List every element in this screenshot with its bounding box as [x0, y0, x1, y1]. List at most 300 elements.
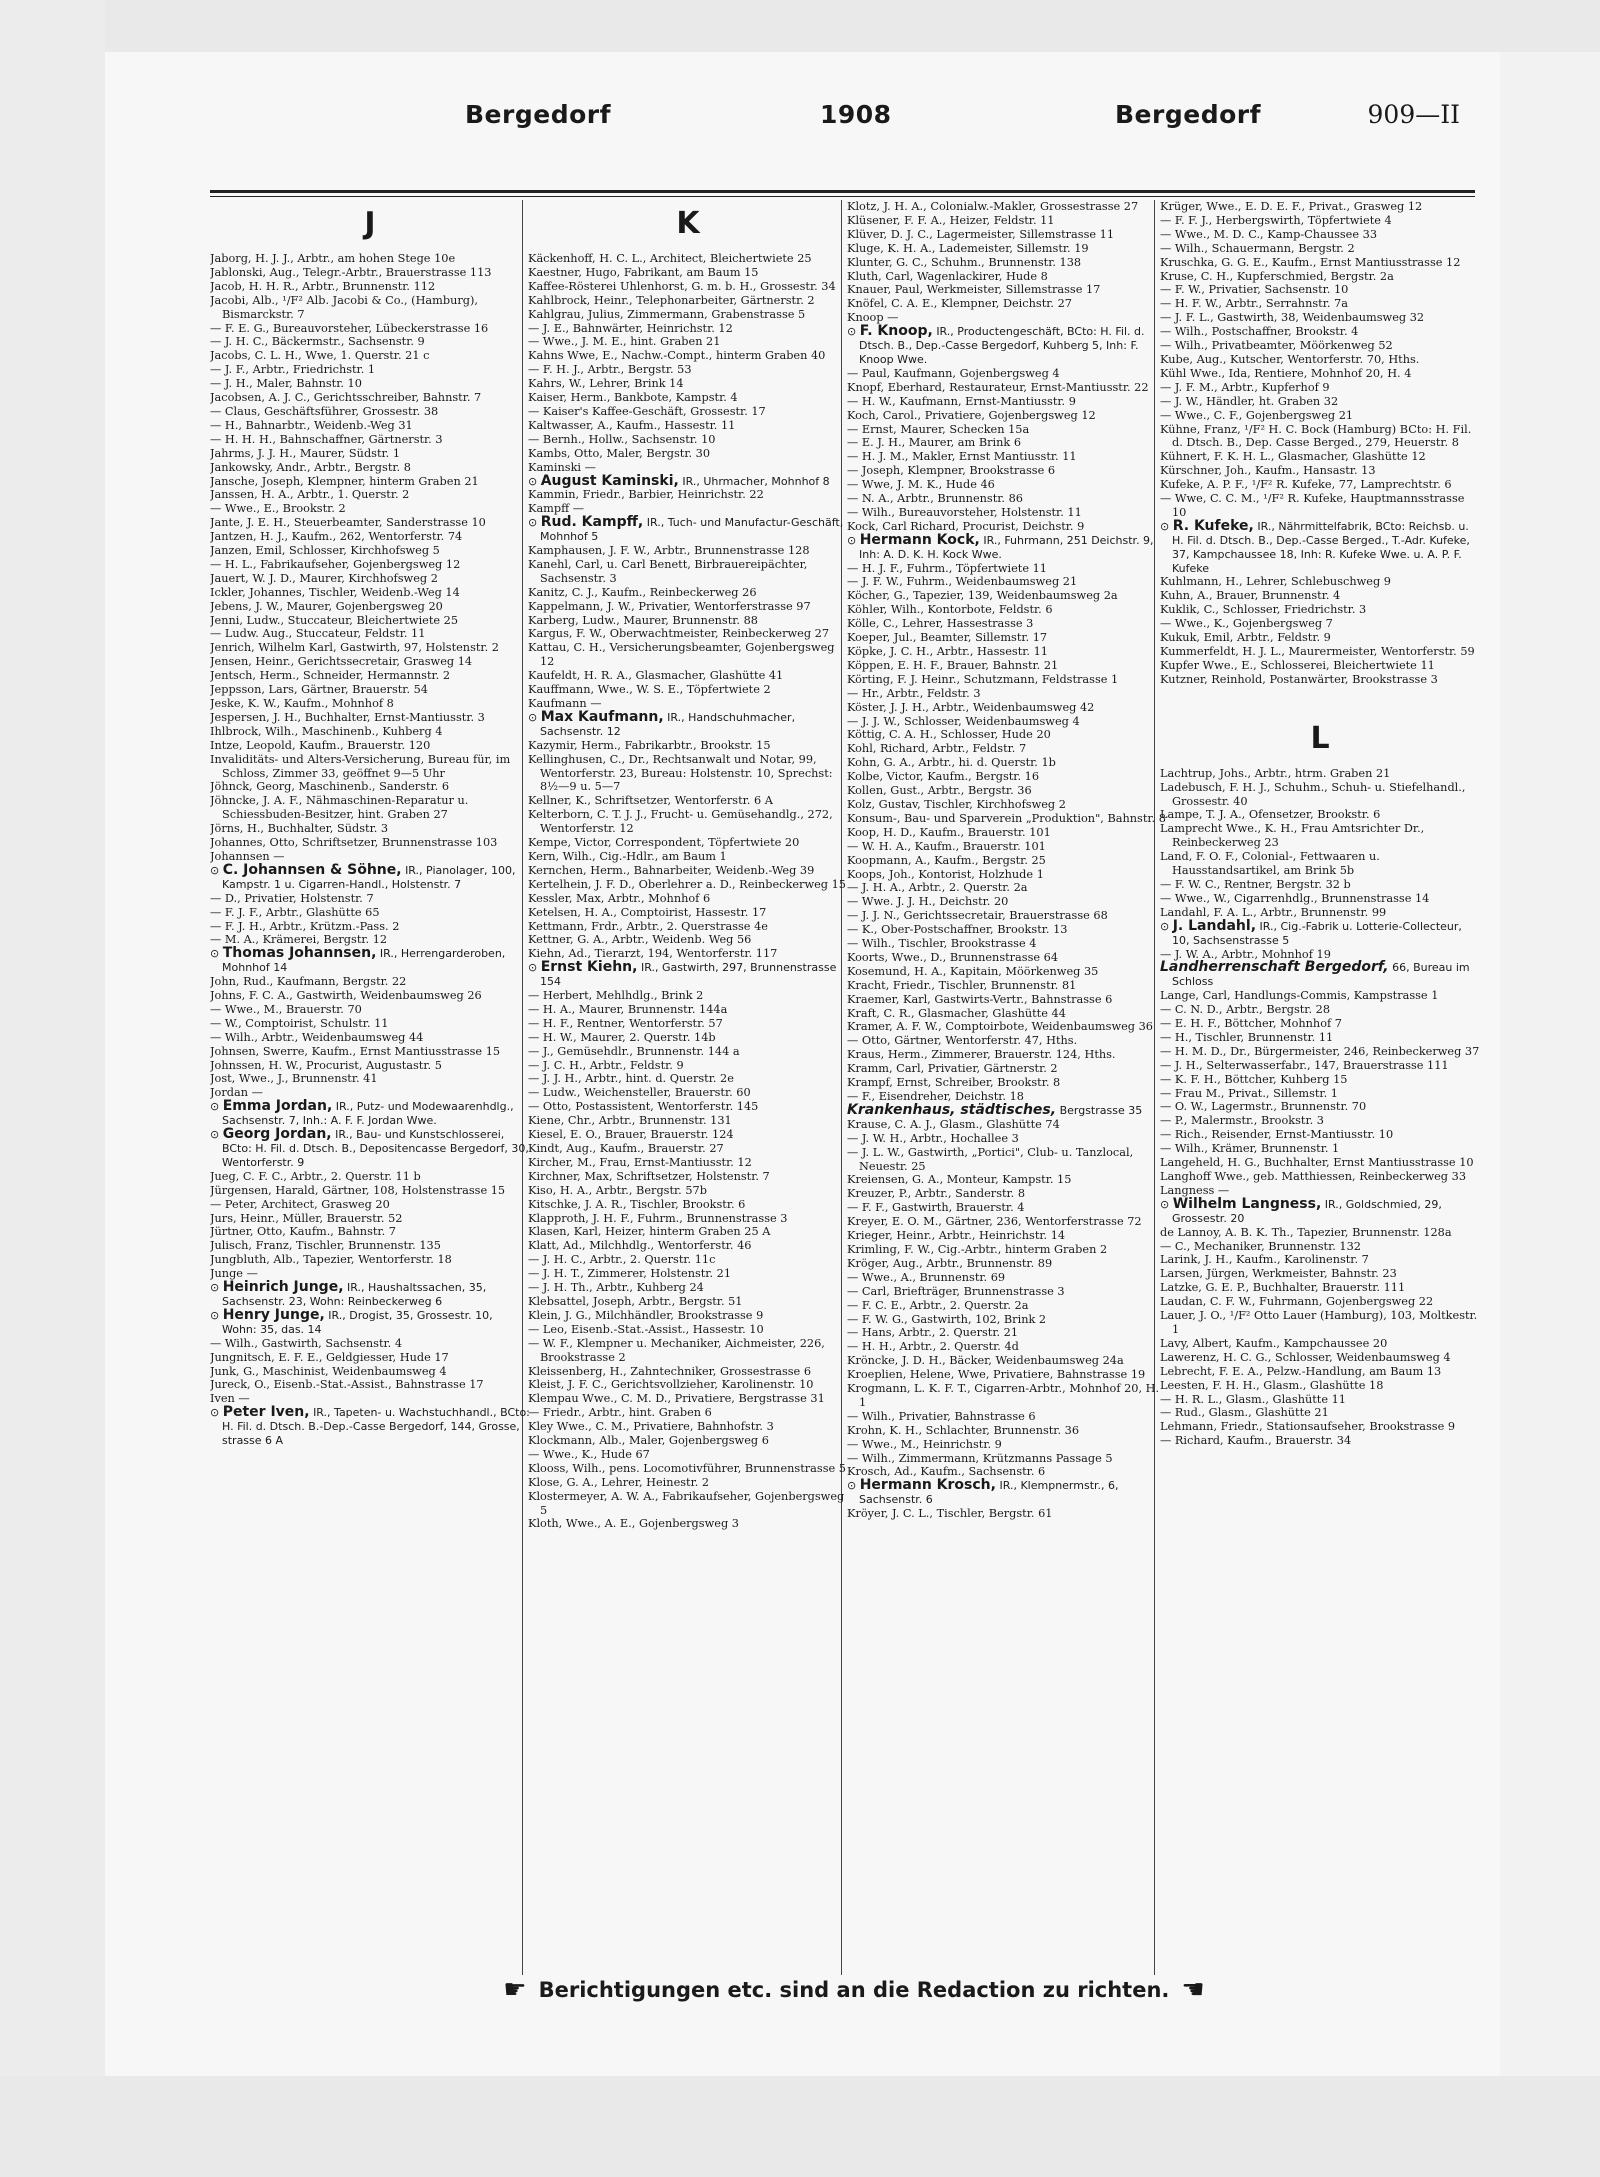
directory-entry: Kahlbrock, Heinr., Telephonarbeiter, Gärtnerstr. 2 — [528, 293, 815, 307]
business-name: C. Johannsen & Söhne, — [222, 861, 402, 878]
business-details: IR., Fuhrmann, 251 Deichstr. 9, Inh: A. D. K. H. Kock Wwe. — [859, 533, 1154, 561]
directory-entry: — Friedr., Arbtr., hint. Graben 6 — [528, 1406, 712, 1420]
directory-entry: Kanehl, Carl, u. Carl Benett, Birbrauereipächter, Sachsenstr. 3 — [528, 557, 808, 585]
directory-entry: — H., Bahnarbtr., Weidenb.-Weg 31 — [210, 418, 413, 432]
directory-entry: — H. W., Maurer, 2. Querstr. 14b — [528, 1030, 716, 1044]
directory-entry: Köster, J. J. H., Arbtr., Weidenbaumsweg 42 — [847, 700, 1095, 714]
directory-entry: Kirchner, Max, Schriftsetzer, Holstenstr. 7 — [528, 1169, 770, 1183]
directory-entry: — H. F. W., Arbtr., Serrahnstr. 7a — [1160, 297, 1348, 311]
directory-entry: Klatt, Ad., Milchhdlg., Wentorferstr. 46 — [528, 1239, 752, 1253]
directory-entry: Knopf, Eberhard, Restaurateur, Ernst-Mantiusstr. 22 — [847, 380, 1149, 394]
directory-entry: — Otto, Postassistent, Wentorferstr. 145 — [528, 1100, 759, 1114]
directory-entry: Lampe, T. J. A., Ofensetzer, Brookstr. 6 — [1160, 808, 1381, 822]
directory-entry: — K. F. H., Böttcher, Kuhberg 15 — [1160, 1072, 1348, 1086]
directory-entry: Kammin, Friedr., Barbier, Heinrichstr. 22 — [528, 488, 764, 502]
scan-margin-top — [0, 0, 1600, 52]
business-entry: ⊙ Heinrich Junge, IR., Haushaltssachen, 35, Sachsenstr. 23, Wohn: Reinbeckerweg 6 — [210, 1279, 487, 1308]
column-4 — [1160, 200, 1480, 1980]
directory-entry: Jenrich, Wilhelm Karl, Gastwirth, 97, Holstenstr. 2 — [210, 641, 499, 655]
entry-list — [210, 1337, 530, 1407]
directory-entry: — J. F. M., Arbtr., Kupferhof 9 — [1160, 380, 1330, 394]
directory-entry: Kelterborn, C. T. J. J., Frucht- u. Gemüsehandlg., 272, Wentorferstr. 12 — [528, 808, 833, 836]
business-details: IR., Gastwirth, 297, Brunnenstrasse 154 — [540, 961, 837, 989]
directory-entry: Kellner, K., Schriftsetzer, Wentorferstr. 6 A — [528, 794, 773, 808]
directory-entry: — Wilh., Arbtr., Weidenbaumsweg 44 — [210, 1030, 424, 1044]
directory-entry: Kahrs, W., Lehrer, Brink 14 — [528, 377, 684, 391]
directory-entry: Krause, C. A. J., Glasm., Glashütte 74 — [847, 1117, 1060, 1131]
directory-entry: Kessler, Max, Arbtr., Mohnhof 6 — [528, 891, 711, 905]
directory-entry: Knöfel, C. A. E., Klempner, Deichstr. 27 — [847, 297, 1072, 311]
directory-entry: Kramer, A. F. W., Comptoirbote, Weidenbaumsweg 36 — [847, 1020, 1153, 1034]
directory-entry: — Wwe, C. C. M., ¹/F² R. Kufeke, Hauptmannsstrasse 10 — [1160, 492, 1465, 519]
directory-entry: Landahl, F. A. L., Arbtr., Brunnenstr. 99 — [1160, 905, 1387, 919]
directory-entry: — F. F. J., Herbergswirth, Töpfertwiete 4 — [1160, 213, 1392, 227]
business-entry: ⊙ Thomas Johannsen, IR., Herrengarderoben, Mohnhof 14 — [210, 945, 506, 975]
directory-entry: — Wwe., M., Brauerstr. 70 — [210, 1002, 362, 1016]
directory-entry: Lachtrup, Johs., Arbtr., htrm. Graben 21 — [1160, 766, 1391, 780]
directory-entry: Kluth, Carl, Wagenlackirer, Hude 8 — [847, 269, 1048, 283]
directory-entry: Ladebusch, F. H. J., Schuhm., Schuh- u. Stiefelhandl., Grossestr. 40 — [1160, 780, 1466, 808]
directory-entry: Kamphausen, J. F. W., Arbtr., Brunnenstrasse 128 — [528, 544, 810, 558]
directory-entry: Kanitz, C. J., Kaufm., Reinbeckerweg 26 — [528, 585, 757, 599]
directory-entry: Lawerenz, H. C. G., Schlosser, Weidenbaumsweg 4 — [1160, 1350, 1451, 1364]
directory-entry: Kramm, Carl, Privatier, Gärtnerstr. 2 — [847, 1062, 1058, 1076]
directory-entry: — F. W. C., Rentner, Bergstr. 32 b — [1160, 877, 1351, 891]
directory-entry: Köpke, J. C. H., Arbtr., Hassestr. 11 — [847, 645, 1048, 658]
directory-entry: — F. W. G., Gastwirth, 102, Brink 2 — [847, 1312, 1047, 1326]
directory-entry: Kellinghusen, C., Dr., Rechtsanwalt und Notar, 99, Wentorferstr. 23, Bureau: Holstenstr. 10, Sprechst: 8½—9 u. 5—7 — [528, 752, 833, 794]
directory-entry: Kuklik, C., Schlosser, Friedrichstr. 3 — [1160, 603, 1367, 617]
header-place-right: Bergedorf — [1115, 100, 1261, 129]
directory-entry: — J. J. N., Gerichtssecretair, Brauerstrasse 68 — [847, 909, 1108, 923]
entry-list — [847, 200, 1167, 325]
directory-entry: — J. H. C., Arbtr., 2. Querstr. 11c — [528, 1253, 716, 1267]
directory-entry: Ickler, Johannes, Tischler, Weidenb.-Weg 14 — [210, 585, 460, 599]
business-details: Bergstrasse 35 — [1059, 1103, 1143, 1117]
directory-entry: — E. H. F., Böttcher, Mohnhof 7 — [1160, 1017, 1342, 1031]
directory-entry: Jungnitsch, E. F. E., Geldgiesser, Hude 17 — [210, 1350, 449, 1364]
directory-entry: — H., Tischler, Brunnenstr. 11 — [1160, 1030, 1334, 1044]
directory-entry: — Wwe., J. M. E., hint. Graben 21 — [528, 335, 721, 349]
directory-entry: — F. C. E., Arbtr., 2. Querstr. 2a — [847, 1298, 1029, 1312]
entry-list — [847, 1507, 1167, 1521]
business-entry: ⊙ F. Knoop, IR., Productengeschäft, BCto: H. Fil. d. Dtsch. B., Dep.-Casse Bergedorf, Kuhberg 5, Inh: F. Knoop Wwe. — [847, 323, 1145, 366]
running-header — [105, 100, 1460, 140]
directory-entry: Jantzen, H. J., Kaufm., 262, Wentorferstr. 74 — [210, 530, 463, 544]
directory-entry: — J. F., Arbtr., Friedrichstr. 1 — [210, 363, 376, 377]
directory-entry: Kolz, Gustav, Tischler, Kirchhofsweg 2 — [847, 797, 1066, 811]
directory-entry: Jordan — — [210, 1086, 263, 1100]
directory-entry: — H. J. F., Fuhrm., Töpfertwiete 11 — [847, 561, 1047, 575]
directory-entry: — H. M. D., Dr., Bürgermeister, 246, Reinbeckerweg 37 — [1160, 1044, 1480, 1058]
directory-entry: Käckenhoff, H. C. L., Architect, Bleichertwiete 25 — [528, 252, 812, 265]
directory-entry: — Rich., Reisender, Ernst-Mantiusstr. 10 — [1160, 1128, 1394, 1142]
business-entry: ⊙ J. Landahl, IR., Cig.-Fabrik u. Lotterie-Collecteur, 10, Sachsenstrasse 5 — [1160, 917, 1462, 947]
directory-entry: Kuhlmann, H., Lehrer, Schlebuschweg 9 — [1160, 575, 1391, 589]
directory-entry: Koch, Carol., Privatiere, Gojenbergsweg 12 — [847, 408, 1096, 422]
directory-entry: — Hr., Arbtr., Feldstr. 3 — [847, 686, 981, 700]
directory-entry: — Wwe., M., Heinrichstr. 9 — [847, 1437, 1002, 1451]
entry-list — [210, 252, 530, 864]
directory-entry: Klostermeyer, A. W. A., Fabrikaufseher, Gojenbergsweg 5 — [528, 1489, 845, 1517]
directory-entry: Kruschka, G. G. E., Kaufm., Ernst Mantiusstrasse 12 — [1160, 255, 1461, 269]
directory-entry: Leesten, F. H. H., Glasm., Glashütte 18 — [1160, 1378, 1384, 1392]
entry-list — [528, 739, 848, 962]
directory-entry: — P., Malermstr., Brookstr. 3 — [1160, 1114, 1324, 1128]
business-entry: ⊙ Hermann Krosch, IR., Klempnermstr., 6, Sachsenstr. 6 — [847, 1477, 1119, 1507]
directory-entry: — J. H., Maler, Bahnstr. 10 — [210, 377, 362, 391]
directory-entry: — Wwe., A., Brunnenstr. 69 — [847, 1270, 1006, 1284]
entry-list — [847, 367, 1167, 534]
directory-entry: Jacobsen, A. J. C., Gerichtsschreiber, Bahnstr. 7 — [210, 391, 482, 405]
directory-entry: de Lannoy, A. B. K. Th., Tapezier, Brunnenstr. 128a — [1160, 1225, 1452, 1239]
directory-entry: Krohn, K. H., Schlachter, Brunnenstr. 36 — [847, 1423, 1080, 1437]
business-entry: ⊙ Wilhelm Langness, IR., Goldschmied, 29, Grossestr. 20 — [1160, 1195, 1442, 1225]
directory-entry: Kaestner, Hugo, Fabrikant, am Baum 15 — [528, 265, 759, 279]
directory-entry: Klotz, J. H. A., Colonialw.-Makler, Grossestrasse 27 — [847, 200, 1139, 213]
entry-list — [1160, 575, 1480, 686]
page-number: 909—II — [1367, 100, 1460, 129]
directory-entry: Koops, Joh., Kontorist, Holzhude 1 — [847, 867, 1044, 881]
business-name: Georg Jordan, — [222, 1126, 332, 1143]
directory-entry: Kambs, Otto, Maler, Bergstr. 30 — [528, 446, 711, 460]
directory-entry: — H. H. H., Bahnschaffner, Gärtnerstr. 3 — [210, 432, 443, 446]
directory-entry: Johannes, Otto, Schriftsetzer, Brunnenstrasse 103 — [210, 836, 498, 850]
directory-entry: Langness — — [1160, 1183, 1230, 1197]
directory-entry: — Ernst, Maurer, Schecken 15a — [847, 422, 1030, 436]
directory-entry: Jörns, H., Buchhalter, Südstr. 3 — [210, 822, 389, 836]
directory-entry: Klockmann, Alb., Maler, Gojenbergsweg 6 — [528, 1434, 769, 1448]
business-details: IR., Haushaltssachen, 35, Sachsenstr. 23, Wohn: Reinbeckerweg 6 — [222, 1281, 487, 1308]
directory-entry: Kaffee-Rösterei Uhlenhorst, G. m. b. H., Grossestr. 34 — [528, 279, 836, 293]
directory-entry: — Wwe., K., Hude 67 — [528, 1447, 650, 1461]
entry-list — [528, 488, 848, 516]
business-entry: ⊙ Ernst Kiehn, IR., Gastwirth, 297, Brunnenstrasse 154 — [528, 959, 837, 989]
directory-entry: — E. J. H., Maurer, am Brink 6 — [847, 436, 1022, 450]
directory-entry: — Carl, Briefträger, Brunnenstrasse 3 — [847, 1284, 1065, 1298]
directory-entry: — H. L., Fabrikaufseher, Gojenbergsweg 12 — [210, 557, 461, 571]
section-letter-j: J — [364, 206, 376, 241]
directory-entry: Kazymir, Herm., Fabrikarbtr., Brookstr. 15 — [528, 738, 771, 752]
directory-entry: — J. W. H., Arbtr., Hochallee 3 — [847, 1131, 1019, 1145]
directory-entry: — F. E. G., Bureauvorsteher, Lübeckerstrasse 16 — [210, 321, 489, 335]
directory-entry: — Peter, Architect, Grasweg 20 — [210, 1197, 390, 1211]
directory-entry: Kühnert, F. K. H. L., Glasmacher, Glashütte 12 — [1160, 450, 1426, 464]
directory-entry: — Kaiser's Kaffee-Geschäft, Grossestr. 17 — [528, 404, 766, 418]
directory-entry: Lebrecht, F. E. A., Pelzw.-Handlung, am Baum 13 — [1160, 1364, 1442, 1378]
directory-entry: — Leo, Eisenb.-Stat.-Assist., Hassestr. 10 — [528, 1322, 764, 1336]
directory-entry: Knoop — — [847, 311, 899, 325]
directory-entry: — J., Gemüsehdlr., Brunnenstr. 144 a — [528, 1044, 740, 1058]
directory-entry: Kraus, Herm., Zimmerer, Brauerstr. 124, Hths. — [847, 1048, 1116, 1062]
directory-entry: — Wwe, J. M. K., Hude 46 — [847, 478, 995, 492]
directory-entry: Invaliditäts- und Alters-Versicherung, Bureau für, im Schloss, Zimmer 33, geöffnet 9—5 Uhr — [210, 752, 511, 780]
directory-entry: Klooss, Wilh., pens. Locomotivführer, Brunnenstrasse 5 — [528, 1461, 846, 1475]
directory-entry: — H. W., Kaufmann, Ernst-Mantiusstr. 9 — [847, 394, 1076, 408]
directory-entry: Kollen, Gust., Arbtr., Bergstr. 36 — [847, 784, 1032, 798]
directory-entry: — F. H. J., Arbtr., Bergstr. 53 — [528, 363, 692, 377]
business-details: IR., Productengeschäft, BCto: H. Fil. d. Dtsch. B., Dep.-Casse Bergedorf, Kuhberg 5, Inh: F. Knoop Wwe. — [859, 325, 1145, 366]
entry-list — [210, 975, 530, 1100]
business-name: Heinrich Junge, — [222, 1279, 344, 1296]
directory-entry: — Wilh., Zimmermann, Krützmanns Passage 5 — [847, 1451, 1113, 1465]
directory-entry: — W. H. A., Kaufm., Brauerstr. 101 — [847, 839, 1046, 853]
business-details: IR., Klempnermstr., 6, Sachsenstr. 6 — [859, 1479, 1119, 1507]
directory-entry: — J. J. W., Schlosser, Weidenbaumsweg 4 — [847, 714, 1080, 728]
directory-entry: Kaufmann — — [528, 697, 602, 710]
directory-entry: — J. W. A., Arbtr., Mohnhof 19 — [1160, 947, 1331, 961]
entry-list — [528, 989, 848, 1531]
business-entry: ⊙ Hermann Kock, IR., Fuhrmann, 251 Deichstr. 9, Inh: A. D. K. H. Kock Wwe. — [847, 531, 1154, 561]
entry-list — [1160, 200, 1480, 520]
directory-entry: Kürschner, Joh., Kaufm., Hansastr. 13 — [1160, 464, 1376, 478]
directory-entry: Kracht, Friedr., Tischler, Brunnenstr. 81 — [847, 978, 1077, 992]
directory-entry: — Hans, Arbtr., 2. Querstr. 21 — [847, 1326, 1019, 1340]
directory-entry: — Frau M., Privat., Sillemstr. 1 — [1160, 1086, 1338, 1100]
directory-entry: Kahlgrau, Julius, Zimmermann, Grabenstrasse 5 — [528, 307, 806, 321]
directory-entry: Ketelsen, H. A., Comptoirist, Hassestr. 17 — [528, 905, 767, 919]
column-1 — [210, 200, 530, 1980]
directory-entry: Jungbluth, Alb., Tapezier, Wentorferstr. 18 — [210, 1253, 452, 1267]
directory-entry: Klebsattel, Joseph, Arbtr., Bergstr. 51 — [528, 1294, 743, 1308]
directory-entry: Krieger, Heinr., Arbtr., Heinrichstr. 14 — [847, 1229, 1066, 1243]
directory-entry: — Claus, Geschäftsführer, Grossestr. 38 — [210, 404, 439, 418]
directory-entry: Kauffmann, Wwe., W. S. E., Töpfertwiete 2 — [528, 683, 771, 697]
directory-entry: Jost, Wwe., J., Brunnenstr. 41 — [210, 1072, 378, 1086]
entry-list — [210, 892, 530, 948]
directory-entry: Lange, Carl, Handlungs-Commis, Kampstrasse 1 — [1160, 989, 1439, 1003]
business-name: Ernst Kiehn, — [540, 959, 638, 976]
business-details: IR., Handschuhmacher, Sachsenstr. 12 — [540, 710, 796, 738]
business-name: R. Kufeke, — [1172, 517, 1254, 534]
directory-entry: — Wilh., Krämer, Brunnenstr. 1 — [1160, 1142, 1340, 1156]
business-details: IR., Tuch- und Manufactur-Geschäft, Mohnhof 5 — [540, 516, 844, 544]
directory-entry: — J. H., Selterwasserfabr., 147, Brauerstrasse 111 — [1160, 1058, 1449, 1072]
directory-entry: Jeppsson, Lars, Gärtner, Brauerstr. 54 — [210, 683, 428, 697]
business-entry: ⊙ Rud. Kampff, IR., Tuch- und Manufactur-Geschäft, Mohnhof 5 — [528, 514, 844, 544]
business-details: IR., Putz- und Modewaarenhdlg., Sachsenstr. 7, Inh.: A. F. F. Jordan Wwe. — [222, 1100, 514, 1128]
directory-entry: Kampff — — [528, 502, 585, 516]
authority-entry — [1160, 961, 1480, 989]
business-name: Wilhelm Langness, — [1172, 1195, 1322, 1212]
business-details: IR., Bau- und Kunstschlosserei, BCto: H. Fil. d. Dtsch. B., Depositencasse Bergedorf, 30, Wentorferstr. 9 — [222, 1128, 529, 1169]
directory-entry: Jacobs, C. L. H., Wwe, 1. Querstr. 21 c — [210, 349, 430, 363]
directory-entry: — F. J. H., Arbtr., Krützm.-Pass. 2 — [210, 919, 400, 933]
entry-list — [847, 1118, 1167, 1480]
directory-entry: Langhoff Wwe., geb. Matthiessen, Reinbeckerweg 33 — [1160, 1170, 1467, 1183]
directory-entry: — C. N. D., Arbtr., Bergstr. 28 — [1160, 1003, 1331, 1017]
directory-entry: — J. H. A., Arbtr., 2. Querstr. 2a — [847, 881, 1028, 895]
directory-entry: Kreiensen, G. A., Monteur, Kampstr. 15 — [847, 1173, 1072, 1187]
directory-entry: Jöhnck, Georg, Maschinenb., Sanderstr. 6 — [210, 780, 450, 794]
directory-entry: — Wilh., Schauermann, Bergstr. 2 — [1160, 241, 1355, 255]
column-2 — [528, 200, 848, 1980]
directory-entry: Jeske, K. W., Kaufm., Mohnhof 8 — [210, 697, 394, 710]
directory-entry: Kluge, K. H. A., Lademeister, Sillemstr. 19 — [847, 241, 1089, 255]
directory-entry: Jablonski, Aug., Telegr.-Arbtr., Brauerstrasse 113 — [210, 265, 492, 279]
directory-entry: Kaiser, Herm., Bankbote, Kampstr. 4 — [528, 391, 738, 405]
directory-entry: Janzen, Emil, Schlosser, Kirchhofsweg 5 — [210, 544, 440, 558]
directory-entry: Krampf, Ernst, Schreiber, Brookstr. 8 — [847, 1076, 1061, 1090]
directory-entry: — Wwe., K., Gojenbergsweg 7 — [1160, 617, 1333, 631]
directory-entry: — Richard, Kaufm., Brauerstr. 34 — [1160, 1434, 1352, 1448]
directory-entry: Kern, Wilh., Cig.-Hdlr., am Baum 1 — [528, 849, 727, 863]
directory-entry: — F., Eisendreher, Deichstr. 18 — [847, 1090, 1024, 1103]
directory-entry: Jespersen, J. H., Buchhalter, Ernst-Mantiusstr. 3 — [210, 710, 485, 724]
directory-entry: — Otto, Gärtner, Wentorferstr. 47, Hths. — [847, 1034, 1078, 1048]
business-details: IR., Drogist, 35, Grossestr. 10, Wohn: 35, das. 14 — [222, 1308, 493, 1336]
business-name: Rud. Kampff, — [540, 514, 644, 531]
directory-entry: — Joseph, Klempner, Brookstrasse 6 — [847, 464, 1056, 478]
directory-entry: Konsum-, Bau- und Sparverein „Produktion", Bahnstr. 8 — [847, 811, 1166, 825]
directory-entry: Jahrms, J. J. H., Maurer, Südstr. 1 — [210, 446, 401, 460]
footer-notice — [474, 1973, 1234, 2007]
entry-list — [1160, 989, 1480, 1198]
business-name: Hermann Kock, — [859, 531, 980, 548]
directory-entry: Kettner, G. A., Arbtr., Weidenb. Weg 56 — [528, 933, 752, 947]
directory-entry: — F. F., Gastwirth, Brauerstr. 4 — [847, 1201, 1025, 1215]
directory-entry: Krogmann, L. K. F. T., Cigarren-Arbtr., Mohnhof 20, H. 1 — [847, 1382, 1160, 1409]
directory-entry: Kaufeldt, H. R. A., Glasmacher, Glashütte 41 — [528, 669, 784, 683]
business-details: IR., Pianolager, 100, Kampstr. 1 u. Cigarren-Handl., Holstenstr. 7 — [222, 863, 516, 891]
directory-entry: Junge — — [210, 1267, 258, 1281]
directory-entry: Kohn, G. A., Arbtr., hi. d. Querstr. 1b — [847, 756, 1056, 770]
directory-entry: Larink, J. H., Kaufm., Karolinenstr. 7 — [1160, 1253, 1369, 1267]
business-name: August Kaminski, — [540, 472, 679, 489]
directory-entry: Köppen, E. H. F., Brauer, Bahnstr. 21 — [847, 658, 1059, 672]
business-name: J. Landahl, — [1172, 917, 1257, 934]
directory-entry: Kaminski — — [528, 460, 596, 474]
directory-entry: — J. C. H., Arbtr., Feldstr. 9 — [528, 1058, 684, 1072]
directory-entry: Karberg, Ludw., Maurer, Brunnenstr. 88 — [528, 613, 758, 627]
directory-entry: — Wilh., Privatier, Bahnstrasse 6 — [847, 1409, 1036, 1423]
business-entry — [847, 1101, 1167, 1118]
directory-entry: Kölle, C., Lehrer, Hassestrasse 3 — [847, 617, 1034, 631]
directory-entry: Jueg, C. F. C., Arbtr., 2. Querstr. 11 b — [210, 1169, 421, 1183]
directory-entry: — Ludw. Aug., Stuccateur, Feldstr. 11 — [210, 627, 426, 641]
directory-entry: Kröger, Aug., Arbtr., Brunnenstr. 89 — [847, 1256, 1053, 1270]
directory-entry: — Wilh., Privatbeamter, Möörkenweg 52 — [1160, 339, 1393, 353]
directory-entry: Kargus, F. W., Oberwachtmeister, Reinbeckerweg 27 — [528, 627, 830, 641]
directory-entry: Jacob, H. H. R., Arbtr., Brunnenstr. 112 — [210, 279, 436, 293]
directory-entry: Kahns Wwe, E., Nachw.-Compt., hinterm Graben 40 — [528, 349, 826, 363]
directory-entry: John, Rud., Kaufmann, Bergstr. 22 — [210, 975, 407, 989]
directory-entry: — N. A., Arbtr., Brunnenstr. 86 — [847, 492, 1023, 506]
directory-entry: Klasen, Karl, Heizer, hinterm Graben 25 A — [528, 1225, 771, 1239]
business-name: Max Kaufmann, — [540, 708, 664, 725]
directory-entry: Lauer, J. O., ¹/F² Otto Lauer (Hamburg), 103, Moltkestr. 1 — [1160, 1309, 1478, 1336]
directory-entry: Jürtner, Otto, Kaufm., Bahnstr. 7 — [210, 1225, 396, 1239]
authority-name: Landherrenschaft Bergedorf, — [1160, 959, 1389, 976]
directory-entry: Jansche, Joseph, Klempner, hinterm Graben 21 — [210, 474, 479, 488]
column-3 — [847, 200, 1167, 1980]
directory-entry: — O. W., Lagermstr., Brunnenstr. 70 — [1160, 1100, 1367, 1114]
directory-entry: Kolbe, Victor, Kaufm., Bergstr. 16 — [847, 770, 1040, 784]
directory-entry: — H. J. M., Makler, Ernst Mantiusstr. 11 — [847, 450, 1077, 464]
directory-entry: Jenni, Ludw., Stuccateur, Bleichertwiete 25 — [210, 613, 459, 627]
directory-entry: Kiso, H. A., Arbtr., Bergstr. 57b — [528, 1183, 707, 1197]
pointing-hand-left-icon: ☚ — [1181, 1975, 1205, 2005]
directory-entry: Kiehn, Ad., Tierarzt, 194, Wentorferstr. 117 — [528, 947, 778, 961]
directory-entry: Kley Wwe., C. M., Privatiere, Bahnhofstr. 3 — [528, 1420, 774, 1434]
directory-entry: Kröncke, J. D. H., Bäcker, Weidenbaumsweg 24a — [847, 1354, 1124, 1368]
directory-entry: Iven — — [210, 1392, 250, 1406]
directory-entry: Jebens, J. W., Maurer, Gojenbergsweg 20 — [210, 599, 443, 613]
directory-entry: Kühl Wwe., Ida, Rentiere, Mohnhof 20, H. 4 — [1160, 366, 1412, 380]
directory-entry: Kloth, Wwe., A. E., Gojenbergsweg 3 — [528, 1517, 739, 1531]
directory-entry: Krosch, Ad., Kaufm., Sachsenstr. 6 — [847, 1465, 1046, 1479]
directory-entry: Klüver, D. J. C., Lagermeister, Sillemstrasse 11 — [847, 227, 1115, 241]
directory-entry: Johnssen, H. W., Procurist, Augustastr. 5 — [210, 1058, 442, 1072]
directory-entry: Lamprecht Wwe., K. H., Frau Amtsrichter Dr., Reinbeckerweg 23 — [1160, 822, 1425, 850]
directory-entry: Krüger, Wwe., E. D. E. F., Privat., Grasweg 12 — [1160, 200, 1423, 213]
directory-entry: Jürgensen, Harald, Gärtner, 108, Holstenstrasse 15 — [210, 1183, 506, 1197]
entry-list — [847, 562, 1167, 1104]
business-name: Emma Jordan, — [222, 1098, 333, 1115]
directory-entry: — Rud., Glasm., Glashütte 21 — [1160, 1406, 1329, 1420]
directory-entry: Koopmann, A., Kaufm., Bergstr. 25 — [847, 853, 1046, 867]
directory-entry: Körting, F. J. Heinr., Schutzmann, Feldstrasse 1 — [847, 672, 1119, 686]
directory-entry: Klüsener, F. F. A., Heizer, Feldstr. 11 — [847, 213, 1055, 227]
section-letter-k: K — [676, 206, 700, 241]
directory-entry: Jensen, Heinr., Gerichtssecretair, Grasweg 14 — [210, 655, 473, 669]
directory-entry: Kreyer, E. O. M., Gärtner, 236, Wentorferstrasse 72 — [847, 1215, 1142, 1229]
directory-entry: Lehmann, Friedr., Stationsaufseher, Brookstrasse 9 — [1160, 1420, 1456, 1434]
entry-list — [210, 1170, 530, 1281]
directory-entry: — H. A., Maurer, Brunnenstr. 144a — [528, 1002, 728, 1016]
directory-entry: Kitschke, J. A. R., Tischler, Brookstr. 6 — [528, 1197, 746, 1211]
business-entry: ⊙ C. Johannsen & Söhne, IR., Pianolager, 100, Kampstr. 1 u. Cigarren-Handl., Holstenstr. 7 — [210, 861, 516, 891]
directory-entry: — W. F., Klempner u. Mechaniker, Aichmeister, 226, Brookstrasse 2 — [528, 1336, 825, 1364]
directory-entry: — Ludw., Weichensteller, Brauerstr. 60 — [528, 1086, 751, 1100]
directory-entry: — F. J. F., Arbtr., Glashütte 65 — [210, 905, 380, 919]
business-entry: ⊙ Emma Jordan, IR., Putz- und Modewaarenhdlg., Sachsenstr. 7, Inh.: A. F. F. Jordan Wwe. — [210, 1098, 514, 1128]
directory-entry: Kappelmann, J. W., Privatier, Wentorferstrasse 97 — [528, 599, 811, 613]
directory-entry: Kiesel, E. O., Brauer, Brauerstr. 124 — [528, 1128, 734, 1142]
directory-entry: Kube, Aug., Kutscher, Wentorferstr. 70, Hths. — [1160, 352, 1420, 366]
directory-entry: — J. J. H., Arbtr., hint. d. Querstr. 2e — [528, 1072, 734, 1086]
directory-entry: Jankowsky, Andr., Arbtr., Bergstr. 8 — [210, 460, 411, 474]
directory-entry: Julisch, Franz, Tischler, Brunnenstr. 135 — [210, 1239, 441, 1253]
directory-entry: Janssen, H. A., Arbtr., 1. Querstr. 2 — [210, 488, 410, 502]
entry-list — [528, 252, 848, 475]
directory-entry: Kröyer, J. C. L., Tischler, Bergstr. 61 — [847, 1507, 1053, 1521]
directory-entry: Junk, G., Maschinist, Weidenbaumsweg 4 — [210, 1364, 447, 1378]
directory-entry: Kraemer, Karl, Gastwirts-Vertr., Bahnstrasse 6 — [847, 992, 1113, 1006]
pointing-hand-right-icon: ☛ — [503, 1975, 527, 2005]
directory-entry: Jurs, Heinr., Müller, Brauerstr. 52 — [210, 1211, 403, 1225]
directory-entry: — C., Mechaniker, Brunnenstr. 132 — [1160, 1239, 1361, 1253]
directory-entry: Koop, H. D., Kaufm., Brauerstr. 101 — [847, 825, 1051, 839]
directory-entry: Land, F. O. F., Colonial-, Fettwaaren u. Hausstandsartikel, am Brink 5b — [1160, 850, 1380, 878]
directory-entry: — J. F. W., Fuhrm., Weidenbaumsweg 21 — [847, 575, 1078, 589]
directory-entry: Larsen, Jürgen, Werkmeister, Bahnstr. 23 — [1160, 1267, 1397, 1281]
directory-entry: — J. H. C., Bäckermstr., Sachsenstr. 9 — [210, 335, 425, 349]
directory-entry: Jaborg, H. J. J., Arbtr., am hohen Stege 10e — [210, 252, 456, 265]
directory-entry: — Wwe., M. D. C., Kamp-Chaussee 33 — [1160, 227, 1378, 241]
directory-entry: — Wilh., Gastwirth, Sachsenstr. 4 — [210, 1336, 403, 1350]
business-entry: ⊙ R. Kufeke, IR., Nährmittelfabrik, BCto: Reichsb. u. H. Fil. d. Dtsch. B., Dep.-Casse Berged., T.-Adr. Kufeke, 37, Kampchaussee 18, Inh: R. Kufeke Wwe. u. A. P. F. Kufeke — [1160, 517, 1470, 575]
business-details: IR., Nährmittelfabrik, BCto: Reichsb. u. H. Fil. d. Dtsch. B., Dep.-Casse Berged., T.-Adr. Kufeke, 37, Kampchaussee 18, Inh: R. Kufeke Wwe. u. A. P. F. Kufeke — [1172, 519, 1470, 575]
business-entry: ⊙ August Kaminski, IR., Uhrmacher, Mohnhof 8 — [528, 472, 830, 489]
authority-details: 66, Bureau im Schloss — [1172, 961, 1470, 989]
directory-entry: Kosemund, H. A., Kapitain, Möörkenweg 35 — [847, 964, 1099, 978]
directory-entry: — J. H. T., Zimmerer, Holstenstr. 21 — [528, 1267, 732, 1281]
directory-entry: — H. H., Arbtr., 2. Querstr. 4d — [847, 1340, 1019, 1354]
directory-entry: Köcher, G., Tapezier, 139, Weidenbaumsweg 2a — [847, 589, 1118, 603]
directory-entry: Jöhncke, J. A. F., Nähmaschinen-Reparatur u. Schiessbuden-Besitzer, hint. Graben 27 — [210, 794, 469, 822]
directory-entry: Kummerfeldt, H. J. L., Maurermeister, Wentorferstr. 59 — [1160, 645, 1475, 658]
